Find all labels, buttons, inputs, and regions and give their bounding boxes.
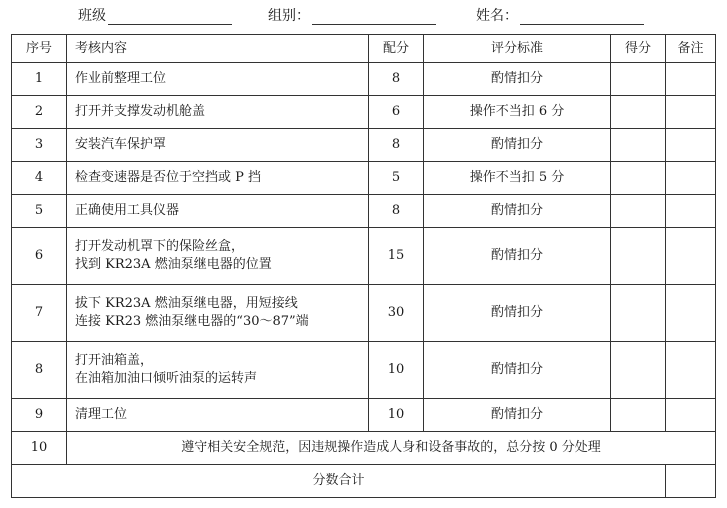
assessment-content <box>67 162 369 195</box>
table-row <box>12 285 716 342</box>
remark-cell[interactable] <box>666 129 716 162</box>
score-cell[interactable] <box>611 399 666 432</box>
row-number: 2 <box>12 96 67 129</box>
remark-cell[interactable] <box>666 195 716 228</box>
points-value: 15 <box>369 228 424 285</box>
class-label: 班级 <box>78 8 106 24</box>
row-number: 5 <box>12 195 67 228</box>
row-number: 6 <box>12 228 67 285</box>
score-cell[interactable] <box>611 129 666 162</box>
assessment-content <box>67 228 369 285</box>
total-row <box>12 465 716 498</box>
content-line: 安装汽车保护罩 <box>75 137 167 152</box>
criteria-text: 操作不当扣 6 分 <box>424 96 611 129</box>
content-line: 正确使用工具仪器 <box>75 203 180 218</box>
remark-cell[interactable] <box>666 399 716 432</box>
content-line: 打开发动机罩下的保险丝盒， <box>75 239 245 254</box>
score-cell[interactable] <box>611 63 666 96</box>
content-line: 清理工位 <box>75 407 128 422</box>
remark-cell[interactable] <box>666 342 716 399</box>
remark-cell[interactable] <box>666 228 716 285</box>
table-row <box>12 342 716 399</box>
col-header-content: 考核内容 <box>67 35 369 63</box>
points-value: 5 <box>369 162 424 195</box>
table-row <box>12 195 716 228</box>
row-number: 4 <box>12 162 67 195</box>
remark-cell[interactable] <box>666 96 716 129</box>
score-cell[interactable] <box>611 162 666 195</box>
criteria-text: 酌情扣分 <box>424 63 611 96</box>
table-row <box>12 228 716 285</box>
criteria-text: 酌情扣分 <box>424 129 611 162</box>
total-score-cell[interactable] <box>666 465 716 498</box>
col-header-points: 配分 <box>369 35 424 63</box>
criteria-text: 酌情扣分 <box>424 399 611 432</box>
criteria-text: 酌情扣分 <box>424 285 611 342</box>
name-field <box>476 7 644 25</box>
total-label: 分数合计 <box>12 465 666 498</box>
class-blank[interactable] <box>108 7 232 25</box>
col-header-criteria: 评分标准 <box>424 35 611 63</box>
score-cell[interactable] <box>611 228 666 285</box>
group-blank[interactable] <box>312 7 436 25</box>
score-cell[interactable] <box>611 342 666 399</box>
score-cell[interactable] <box>611 96 666 129</box>
points-value: 10 <box>369 399 424 432</box>
criteria-text: 酌情扣分 <box>424 342 611 399</box>
points-value: 8 <box>369 195 424 228</box>
content-line: 打开油箱盖， <box>75 353 154 368</box>
group-field <box>268 7 436 25</box>
content-line: 找到 KR23A 燃油泵继电器的位置 <box>75 257 272 272</box>
assessment-table <box>11 34 716 498</box>
score-cell[interactable] <box>611 195 666 228</box>
safety-row-no: 10 <box>12 432 67 465</box>
points-value: 8 <box>369 63 424 96</box>
table-row <box>12 129 716 162</box>
content-line: 连接 KR23 燃油泵继电器的“30～87”端 <box>75 314 309 329</box>
points-value: 6 <box>369 96 424 129</box>
col-header-score: 得分 <box>611 35 666 63</box>
score-cell[interactable] <box>611 285 666 342</box>
content-line: 在油箱加油口倾听油泵的运转声 <box>75 371 258 386</box>
criteria-text: 酌情扣分 <box>424 228 611 285</box>
assessment-content <box>67 96 369 129</box>
remark-cell[interactable] <box>666 285 716 342</box>
assessment-content <box>67 129 369 162</box>
name-blank[interactable] <box>520 7 644 25</box>
remark-cell[interactable] <box>666 162 716 195</box>
content-line: 检查变速器是否位于空挡或 P 挡 <box>75 170 262 185</box>
row-number: 9 <box>12 399 67 432</box>
safety-row-text: 遵守相关安全规范，因违规操作造成人身和设备事故的，总分按 0 分处理 <box>67 432 716 465</box>
content-line: 打开并支撑发动机舱盖 <box>75 104 206 119</box>
assessment-content <box>67 342 369 399</box>
row-number: 3 <box>12 129 67 162</box>
row-number: 8 <box>12 342 67 399</box>
criteria-text: 操作不当扣 5 分 <box>424 162 611 195</box>
points-value: 10 <box>369 342 424 399</box>
table-header-row <box>12 35 716 63</box>
class-field <box>78 7 232 25</box>
assessment-content <box>67 285 369 342</box>
safety-row <box>12 432 716 465</box>
table-row <box>12 96 716 129</box>
col-header-remark: 备注 <box>666 35 716 63</box>
points-value: 30 <box>369 285 424 342</box>
points-value: 8 <box>369 129 424 162</box>
row-number: 1 <box>12 63 67 96</box>
sheet-header <box>0 0 727 34</box>
table-row <box>12 63 716 96</box>
content-line: 拔下 KR23A 燃油泵继电器，用短接线 <box>75 296 298 311</box>
criteria-text: 酌情扣分 <box>424 195 611 228</box>
assessment-content <box>67 399 369 432</box>
col-header-no: 序号 <box>12 35 67 63</box>
table-body <box>12 63 716 498</box>
remark-cell[interactable] <box>666 63 716 96</box>
row-number: 7 <box>12 285 67 342</box>
assessment-content <box>67 63 369 96</box>
table-row <box>12 399 716 432</box>
group-label: 组别： <box>268 8 310 24</box>
name-label: 姓名： <box>476 8 518 24</box>
content-line: 作业前整理工位 <box>75 71 167 86</box>
table-row <box>12 162 716 195</box>
assessment-content <box>67 195 369 228</box>
